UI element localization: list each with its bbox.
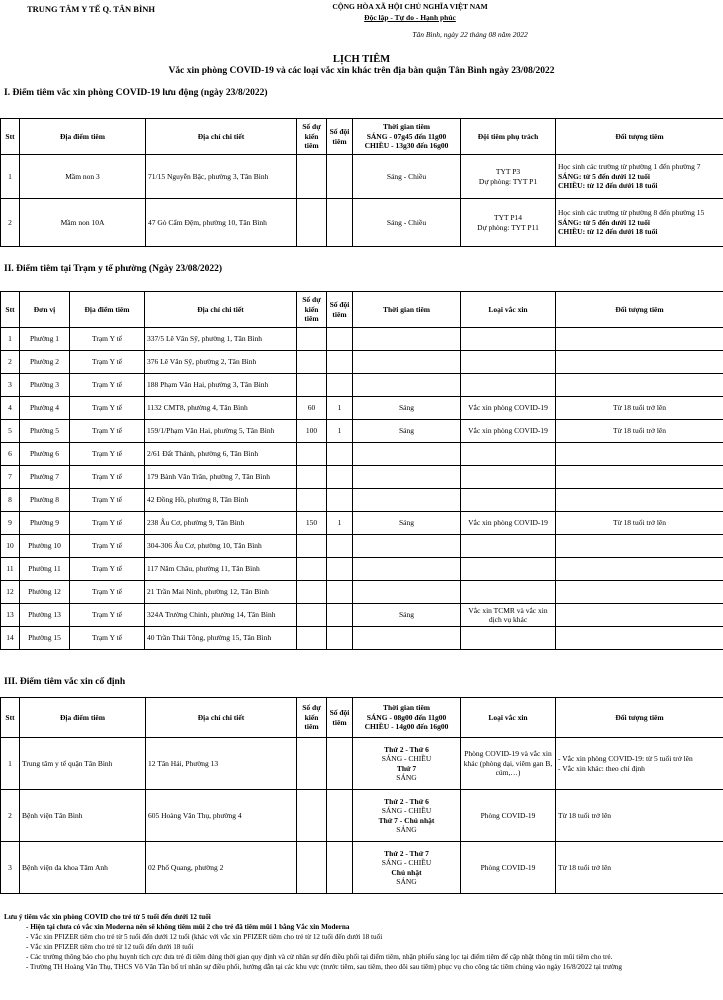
- cell-unit: Phường 13: [20, 604, 70, 627]
- table-row: [1, 155, 723, 199]
- cell-unit: Phường 11: [20, 558, 70, 581]
- cell-time: [353, 535, 461, 558]
- time-session-2: SÁNG: [396, 825, 417, 834]
- header-target: Đối tượng tiêm: [556, 698, 723, 738]
- cell-unit: Phường 15: [20, 627, 70, 650]
- ward-station-table: [0, 291, 723, 650]
- cell-time: Sáng: [353, 420, 461, 443]
- table-row: [1, 604, 723, 627]
- table-row: [1, 466, 723, 489]
- cell-target: [556, 489, 723, 512]
- header-unit: Đơn vị: [20, 292, 70, 328]
- time-header-afternoon: CHIỀU - 13g30 đến 16g00: [364, 141, 449, 151]
- cell-teams: [327, 842, 353, 894]
- cell-place: Trạm Y tế: [70, 443, 145, 466]
- cell-place: Trạm Y tế: [70, 397, 145, 420]
- cell-time: [353, 328, 461, 351]
- cell-teams: [327, 199, 353, 247]
- cell-target: [556, 155, 723, 199]
- cell-place: Trạm Y tế: [70, 512, 145, 535]
- cell-time: Sáng - Chiều: [353, 199, 461, 247]
- page-subtitle: Vắc xin phòng COVID-19 và các loại vắc xin khác trên địa bàn quận Tân Bình ngày 23/08/2022: [168, 66, 555, 76]
- cell-unit: Phường 1: [20, 328, 70, 351]
- cell-target: [556, 466, 723, 489]
- cell-stt: 3: [1, 374, 20, 397]
- table-row: [1, 790, 723, 842]
- table-row: [1, 512, 723, 535]
- cell-target: Từ 18 tuổi trở lên: [556, 512, 723, 535]
- cell-stt: 6: [1, 443, 20, 466]
- cell-place: Mầm non 10A: [20, 199, 146, 247]
- table-row: [1, 199, 723, 247]
- header-teams: Số đội tiêm: [327, 292, 353, 328]
- cell-stt: 12: [1, 581, 20, 604]
- cell-target: Từ 18 tuổi trở lên: [556, 420, 723, 443]
- cell-address: 304-306 Âu Cơ, phường 10, Tân Bình: [145, 535, 297, 558]
- target-desc: Học sinh các trường từ phường 1 đến phường 7: [558, 162, 701, 172]
- cell-stt: 2: [1, 351, 20, 374]
- cell-unit: Phường 8: [20, 489, 70, 512]
- cell-vaccine: [461, 351, 556, 374]
- cell-place: Trạm Y tế: [70, 627, 145, 650]
- note-line: - Vắc xin PFIZER tiêm cho trẻ từ 12 tuổi đến dưới 18 tuổi: [26, 943, 194, 951]
- table-row: [1, 420, 723, 443]
- cell-expected: 150: [297, 512, 327, 535]
- cell-address: 238 Âu Cơ, phường 9, Tân Bình: [145, 512, 297, 535]
- cell-address: 71/15 Nguyễn Bặc, phường 3, Tân Bình: [146, 155, 297, 199]
- cell-vaccine: [461, 627, 556, 650]
- cell-team: [461, 155, 556, 199]
- mobile-vaccination-table: [0, 118, 723, 247]
- cell-address: 02 Phổ Quang, phường 2: [146, 842, 297, 894]
- cell-expected: [297, 558, 327, 581]
- national-motto: Độc lập - Tự do - Hạnh phúc: [364, 13, 456, 22]
- header-vaccine: Loại vắc xin: [461, 698, 556, 738]
- cell-address: 42 Đồng Hồ, phường 8, Tân Bình: [145, 489, 297, 512]
- cell-unit: Phường 3: [20, 374, 70, 397]
- cell-time: [353, 351, 461, 374]
- time-session-1: SÁNG - CHIỀU: [381, 806, 432, 815]
- cell-expected: 60: [297, 397, 327, 420]
- cell-vaccine: [461, 489, 556, 512]
- cell-expected: [297, 351, 327, 374]
- notes-title: Lưu ý tiêm vắc xin phòng COVID cho trẻ từ 5 tuổi đến dưới 12 tuổi: [4, 913, 211, 921]
- cell-time: Sáng: [353, 397, 461, 420]
- time-header-label: Thời gian tiêm: [382, 122, 431, 132]
- note-line: - Hiện tại chưa có vắc xin Moderna nên sẽ không tiêm mũi 2 cho trẻ đã tiêm mũi 1 bằng Vắc xin Moderna: [26, 923, 350, 931]
- cell-teams: [327, 535, 353, 558]
- cell-place: Trạm Y tế: [70, 535, 145, 558]
- cell-expected: [297, 581, 327, 604]
- target-morning: SÁNG: từ 5 đến dưới 12 tuổi: [558, 171, 650, 181]
- target-line-1: - Vắc xin phòng COVID-19: từ 5 tuổi trở lên: [558, 754, 693, 763]
- header-stt: Stt: [1, 698, 20, 738]
- cell-vaccine: Vắc xin phòng COVID-19: [461, 397, 556, 420]
- cell-place: Trạm Y tế: [70, 581, 145, 604]
- header-vaccine: Loại vắc xin: [461, 292, 556, 328]
- table-row: [1, 374, 723, 397]
- team-backup: Dự phòng: TYT P1: [478, 176, 538, 186]
- cell-vaccine: Vắc xin TCMR và vắc xin dịch vụ khác: [461, 604, 556, 627]
- cell-target: [556, 199, 723, 247]
- cell-time: [353, 466, 461, 489]
- cell-time: [353, 738, 461, 790]
- cell-teams: [327, 374, 353, 397]
- target-line-1: Từ 18 tuổi trở lên: [558, 862, 612, 872]
- cell-time: [353, 558, 461, 581]
- header-address: Địa chỉ chi tiết: [145, 292, 297, 328]
- cell-team: [461, 199, 556, 247]
- target-afternoon: CHIỀU: từ 12 đến dưới 18 tuổi: [558, 181, 658, 191]
- time-days-2: Thứ 7: [396, 763, 417, 773]
- cell-teams: [327, 627, 353, 650]
- cell-vaccine: Phòng COVID-19 và vắc xin khác (phòng dại, viêm gan B, cúm,…): [461, 738, 556, 790]
- cell-target: [556, 581, 723, 604]
- header-expected: Số dự kiến tiêm: [297, 119, 327, 155]
- cell-expected: 100: [297, 420, 327, 443]
- table-row: [1, 328, 723, 351]
- cell-vaccine: Vắc xin phòng COVID-19: [461, 420, 556, 443]
- cell-place: Trung tâm y tế quận Tân Bình: [20, 738, 146, 790]
- cell-place: Mầm non 3: [20, 155, 146, 199]
- cell-expected: [297, 489, 327, 512]
- cell-teams: [327, 489, 353, 512]
- cell-vaccine: [461, 328, 556, 351]
- cell-stt: 9: [1, 512, 20, 535]
- cell-expected: [297, 627, 327, 650]
- cell-unit: Phường 12: [20, 581, 70, 604]
- cell-vaccine: Phòng COVID-19: [461, 790, 556, 842]
- cell-vaccine: Vắc xin phòng COVID-19: [461, 512, 556, 535]
- table-row: [1, 558, 723, 581]
- header-expected: Số dự kiến tiêm: [297, 698, 327, 738]
- organization-name: TRUNG TÂM Y TẾ Q. TÂN BÌNH: [26, 4, 156, 14]
- cell-expected: [297, 535, 327, 558]
- cell-time: Sáng: [353, 512, 461, 535]
- time-days-1: Thứ 2 - Thứ 7: [384, 848, 429, 858]
- cell-unit: Phường 9: [20, 512, 70, 535]
- cell-target: [556, 535, 723, 558]
- cell-target: [556, 558, 723, 581]
- cell-expected: [297, 328, 327, 351]
- header-place: Địa điểm tiêm: [20, 119, 146, 155]
- cell-stt: 10: [1, 535, 20, 558]
- table-row: [1, 627, 723, 650]
- cell-target: [556, 328, 723, 351]
- header-place: Địa điểm tiêm: [20, 698, 146, 738]
- time-header-morning: SÁNG - 08g00 đến 11g00: [366, 712, 447, 722]
- header-target: Đối tượng tiêm: [556, 292, 723, 328]
- section-2-heading: II. Điểm tiêm tại Trạm y tế phường (Ngày 23/08/2022): [4, 264, 223, 274]
- table-row: [1, 351, 723, 374]
- target-desc: Học sinh các trường từ phường 8 đến phường 15: [558, 208, 705, 218]
- note-line: - Trường TH Hoàng Văn Thụ, THCS Võ Văn Tần bố trí nhân sự điều phối, hướng dẫn tại các khu vực (trước tiêm, sau tiêm, theo dõi sau tiêm) phục vụ cho công tác tiêm chủng vào ngày 16/8/2022 tại trường: [26, 963, 622, 971]
- table-row: [1, 581, 723, 604]
- cell-teams: [327, 790, 353, 842]
- time-session-1: SÁNG - CHIỀU: [381, 858, 432, 867]
- team-main: TYT P14: [494, 213, 522, 222]
- header-address: Địa chỉ chi tiết: [146, 119, 297, 155]
- cell-stt: 11: [1, 558, 20, 581]
- cell-unit: Phường 4: [20, 397, 70, 420]
- cell-time: [353, 581, 461, 604]
- notes-block: [4, 912, 719, 972]
- cell-vaccine: [461, 466, 556, 489]
- cell-address: 605 Hoàng Văn Thụ, phường 4: [146, 790, 297, 842]
- header-place: Địa điểm tiêm: [70, 292, 145, 328]
- header-teams: Số đội tiêm: [327, 119, 353, 155]
- country-name: CỘNG HÒA XÃ HỘI CHỦ NGHĨA VIỆT NAM: [332, 2, 488, 11]
- cell-expected: [297, 790, 327, 842]
- table-row: [1, 397, 723, 420]
- time-header-label: Thời gian tiêm: [382, 703, 431, 713]
- cell-expected: [297, 374, 327, 397]
- cell-time: [353, 489, 461, 512]
- cell-address: 40 Trần Thái Tông, phường 15, Tân Bình: [145, 627, 297, 650]
- cell-expected: [297, 604, 327, 627]
- note-line: - Các trường thông báo cho phụ huynh tích cực đưa trẻ đi tiêm đúng thời gian quy định và cử nhân sự đến điều phối tại điểm tiêm, nhận phiếu sàng lọc tại điểm tiêm để cập nhật thông tin mũi tiêm cho trẻ.: [26, 953, 613, 961]
- cell-teams: [327, 466, 353, 489]
- cell-stt: 1: [1, 328, 20, 351]
- cell-address: 117 Năm Châu, phường 11, Tân Bình: [145, 558, 297, 581]
- cell-teams: [327, 328, 353, 351]
- header-time: [353, 698, 461, 738]
- cell-time: [353, 443, 461, 466]
- target-line-2: - Vắc xin khác: theo chỉ định: [558, 763, 645, 773]
- time-days-2: Thứ 7 - Chủ nhật: [378, 815, 435, 825]
- cell-place: Bệnh viện Tân Bình: [20, 790, 146, 842]
- cell-address: 21 Trần Mai Ninh, phường 12, Tân Bình: [145, 581, 297, 604]
- time-days-1: Thứ 2 - Thứ 6: [384, 744, 429, 754]
- cell-target: [556, 443, 723, 466]
- table-row: [1, 489, 723, 512]
- cell-time: [353, 790, 461, 842]
- cell-stt: 3: [1, 842, 20, 894]
- cell-address: 324A Trường Chinh, phường 14, Tân Bình: [145, 604, 297, 627]
- cell-target: [556, 351, 723, 374]
- cell-expected: [297, 443, 327, 466]
- table-row: [1, 443, 723, 466]
- page-title: LỊCH TIÊM: [332, 54, 391, 65]
- cell-expected: [297, 466, 327, 489]
- target-morning: SÁNG: từ 5 đến dưới 12 tuổi: [558, 217, 650, 227]
- time-session-1: SÁNG - CHIỀU: [381, 754, 432, 763]
- cell-teams: [327, 558, 353, 581]
- note-line: - Vắc xin PFIZER tiêm cho trẻ từ 5 tuổi đến dưới 12 tuổi (khác với vắc xin PFIZER tiêm cho trẻ từ 12 tuổi đến dưới 18 tuổi: [26, 933, 383, 941]
- time-session-2: SÁNG: [396, 773, 417, 782]
- cell-teams: 1: [327, 420, 353, 443]
- header-expected: Số dự kiến tiêm: [297, 292, 327, 328]
- cell-target: [556, 627, 723, 650]
- cell-teams: [327, 443, 353, 466]
- fixed-site-table: [0, 697, 723, 894]
- cell-address: 188 Phạm Văn Hai, phường 3, Tân Bình: [145, 374, 297, 397]
- header-address: Địa chỉ chi tiết: [146, 698, 297, 738]
- cell-place: Trạm Y tế: [70, 328, 145, 351]
- cell-place: Bệnh viện đa khoa Tâm Anh: [20, 842, 146, 894]
- time-session-2: SÁNG: [396, 877, 417, 886]
- time-days-1: Thứ 2 - Thứ 6: [384, 796, 429, 806]
- cell-place: Trạm Y tế: [70, 351, 145, 374]
- cell-teams: 1: [327, 512, 353, 535]
- cell-vaccine: Phòng COVID-19: [461, 842, 556, 894]
- cell-unit: Phường 7: [20, 466, 70, 489]
- cell-teams: 1: [327, 397, 353, 420]
- cell-stt: 1: [1, 155, 20, 199]
- cell-time: [353, 627, 461, 650]
- target-line-1: Từ 18 tuổi trở lên: [558, 810, 612, 820]
- document-date: Tân Bình, ngày 22 tháng 08 năm 2022: [412, 30, 528, 39]
- cell-vaccine: [461, 581, 556, 604]
- cell-time: Sáng: [353, 604, 461, 627]
- table-row: [1, 535, 723, 558]
- cell-address: 376 Lê Văn Sỹ, phường 2, Tân Bình: [145, 351, 297, 374]
- cell-stt: 13: [1, 604, 20, 627]
- cell-address: 337/5 Lê Văn Sỹ, phường 1, Tân Bình: [145, 328, 297, 351]
- table-row: [1, 738, 723, 790]
- section-1-heading: I. Điểm tiêm vắc xin phòng COVID-19 lưu động (ngày 23/8/2022): [4, 88, 268, 98]
- cell-expected: [297, 738, 327, 790]
- header-stt: Stt: [1, 119, 20, 155]
- header-team-in-charge: Đội tiêm phụ trách: [461, 119, 556, 155]
- table-row: [1, 842, 723, 894]
- team-backup: Dự phòng: TYT P11: [477, 222, 539, 232]
- time-header-morning: SÁNG - 07g45 đến 11g00: [366, 131, 447, 141]
- target-afternoon: CHIỀU: từ 12 đến dưới 18 tuổi: [558, 227, 658, 237]
- cell-unit: Phường 5: [20, 420, 70, 443]
- cell-target: [556, 738, 723, 790]
- cell-vaccine: [461, 535, 556, 558]
- cell-address: 47 Gò Cẩm Đệm, phường 10, Tân Bình: [146, 199, 297, 247]
- cell-vaccine: [461, 558, 556, 581]
- cell-expected: [297, 842, 327, 894]
- cell-place: Trạm Y tế: [70, 466, 145, 489]
- header-time: [353, 119, 461, 155]
- header-stt: Stt: [1, 292, 20, 328]
- cell-unit: Phường 2: [20, 351, 70, 374]
- header-time: Thời gian tiêm: [353, 292, 461, 328]
- cell-teams: [327, 604, 353, 627]
- cell-place: Trạm Y tế: [70, 489, 145, 512]
- cell-time: [353, 842, 461, 894]
- cell-target: [556, 604, 723, 627]
- team-main: TYT P3: [495, 167, 521, 176]
- cell-address: 159/1/Phạm Văn Hai, phường 5, Tân Bình: [145, 420, 297, 443]
- cell-vaccine: [461, 374, 556, 397]
- cell-vaccine: [461, 443, 556, 466]
- cell-target: [556, 842, 723, 894]
- cell-stt: 8: [1, 489, 20, 512]
- cell-stt: 2: [1, 199, 20, 247]
- time-header-afternoon: CHIỀU - 14g00 đến 16g00: [364, 722, 449, 732]
- cell-unit: Phường 10: [20, 535, 70, 558]
- cell-teams: [327, 351, 353, 374]
- cell-place: Trạm Y tế: [70, 558, 145, 581]
- cell-address: 1132 CMT8, phường 4, Tân Bình: [145, 397, 297, 420]
- cell-place: Trạm Y tế: [70, 420, 145, 443]
- cell-stt: 4: [1, 397, 20, 420]
- cell-stt: 2: [1, 790, 20, 842]
- cell-stt: 7: [1, 466, 20, 489]
- cell-stt: 1: [1, 738, 20, 790]
- cell-expected: [297, 199, 327, 247]
- national-heading: [250, 1, 570, 23]
- cell-place: Trạm Y tế: [70, 604, 145, 627]
- cell-address: 12 Tân Hải, Phường 13: [146, 738, 297, 790]
- cell-teams: [327, 155, 353, 199]
- cell-target: Từ 18 tuổi trở lên: [556, 397, 723, 420]
- cell-time: [353, 374, 461, 397]
- cell-stt: 5: [1, 420, 20, 443]
- section-3-heading: III. Điểm tiêm vắc xin cố định: [4, 677, 126, 687]
- cell-expected: [297, 155, 327, 199]
- cell-stt: 14: [1, 627, 20, 650]
- time-days-2: Chủ nhật: [391, 867, 422, 877]
- cell-unit: Phường 6: [20, 443, 70, 466]
- header-teams: Số đội tiêm: [327, 698, 353, 738]
- cell-place: Trạm Y tế: [70, 374, 145, 397]
- cell-target: [556, 374, 723, 397]
- cell-teams: [327, 738, 353, 790]
- header-target: Đối tượng tiêm: [556, 119, 723, 155]
- cell-target: [556, 790, 723, 842]
- cell-address: 2/61 Đất Thánh, phường 6, Tân Bình: [145, 443, 297, 466]
- cell-teams: [327, 581, 353, 604]
- cell-time: Sáng - Chiều: [353, 155, 461, 199]
- cell-address: 179 Bành Văn Trân, phường 7, Tân Bình: [145, 466, 297, 489]
